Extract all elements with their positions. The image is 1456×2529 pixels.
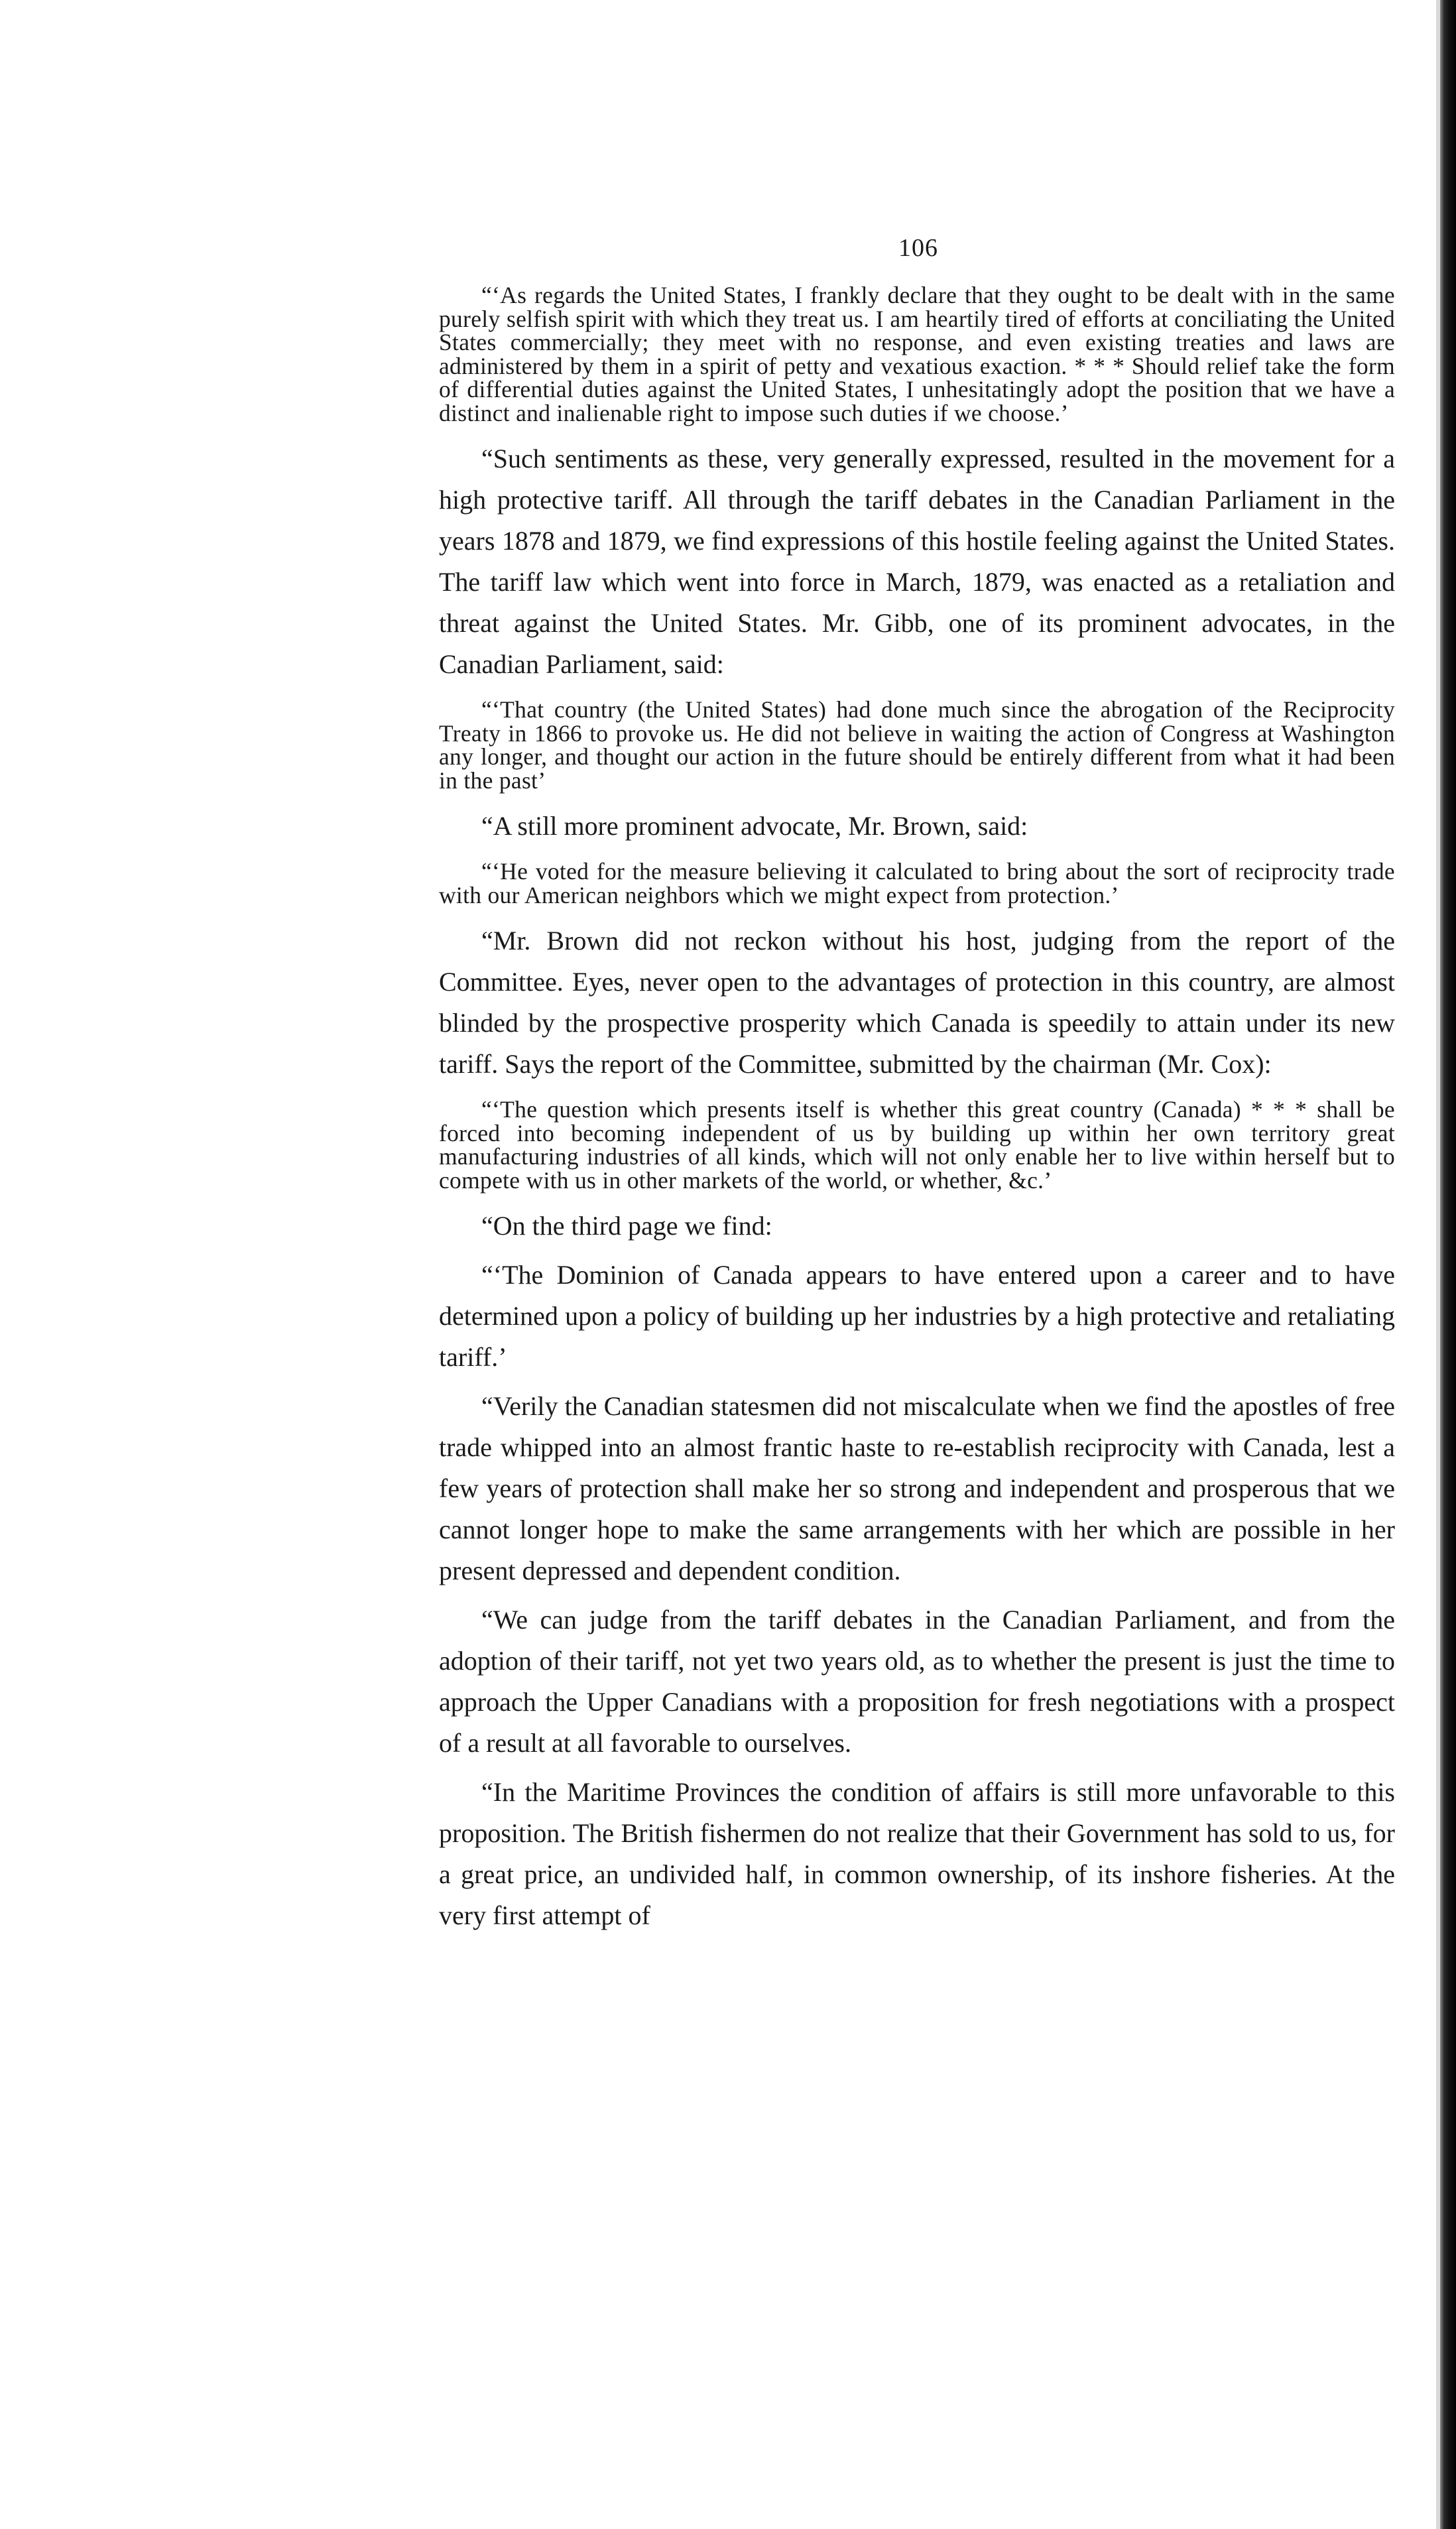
body-paragraph: “On the third page we find:	[481, 1211, 772, 1241]
quote-paragraph: “‘The question which presents itself is whether this great country (Canada) * * * shall be forced into becoming independent of us by building up within her own territory great manufacturing industries of all kinds, which will not only enable her to live within herself but to compete with us in other markets of the world, or whether, &c.’	[439, 1096, 1395, 1194]
body-paragraph: “Mr. Brown did not reckon without his host, judging from the report of the Committee. Eyes, never open to the advantages of protection in this country, are almost blinded by the prospective prosperity which Canada is speedily to attain under its new tariff. Says the report of the Committee, submitted by the chairman (Mr. Cox):	[439, 926, 1395, 1079]
page-number: 106	[898, 234, 938, 262]
body-paragraph: “In the Maritime Provinces the condition of affairs is still more unfavorable to this proposition. The British fishermen do not realize that their Government has sold to us, for a great price, an undivided half, in common ownership, of its inshore fisheries. At the very first attempt of	[439, 1777, 1395, 1930]
body-paragraph: “Such sentiments as these, very generally expressed, resulted in the movement for a high protective tariff. All through the tariff debates in the Canadian Parliament in the years 1878 and 1879, we find expressions of this hostile feeling against the United States. The tariff law which went into force in March, 1879, was enacted as a retaliation and threat against the United States. Mr. Gibb, one of its prominent advocates, in the Canadian Parliament, said:	[439, 444, 1395, 679]
text-column	[439, 284, 1395, 1936]
quote-paragraph: “‘As regards the United States, I frankly declare that they ought to be dealt with in the same purely selfish spirit with which they treat us. I am heartily tired of efforts at conciliating the United States commercially; they meet with no response, and even existing treaties and laws are administered by them in a spirit of petty and vexatious exaction. * * * Should relief take the form of differential duties against the United States, I unhesitatingly adopt the position that we have a distinct and inalienable right to impose such duties if we choose.’	[439, 282, 1395, 426]
binding-edge	[1440, 0, 1456, 2529]
quote-paragraph: “‘That country (the United States) had done much since the abrogation of the Reciprocity Treaty in 1866 to provoke us. He did not believe in waiting the action of Congress at Washington any longer, and thought our action in the future should be entirely different from what it had been in the past’	[439, 696, 1395, 794]
body-paragraph: “Verily the Canadian statesmen did not miscalculate when we find the apostles of free trade whipped into an almost frantic haste to re-establish reciprocity with Canada, lest a few years of protection shall make her so strong and independent and prosperous that we cannot longer hope to make the same arrangements with her which are possible in her present depressed and dependent condition.	[439, 1391, 1395, 1585]
body-paragraph: “‘The Dominion of Canada appears to have entered upon a career and to have determined upon a policy of building up her industries by a high protective and retaliating tariff.’	[439, 1260, 1395, 1372]
body-paragraph: “A still more prominent advocate, Mr. Brown, said:	[481, 811, 1028, 841]
body-paragraph: “We can judge from the tariff debates in the Canadian Parliament, and from the adoption of their tariff, not yet two years old, as to whether the present is just the time to approach the Upper Canadians with a proposition for fresh negotiations with a prospect of a result at all favorable to ourselves.	[439, 1605, 1395, 1758]
quote-paragraph: “‘He voted for the measure believing it calculated to bring about the sort of reciprocity trade with our American neighbors which we might expect from protection.’	[439, 858, 1395, 908]
